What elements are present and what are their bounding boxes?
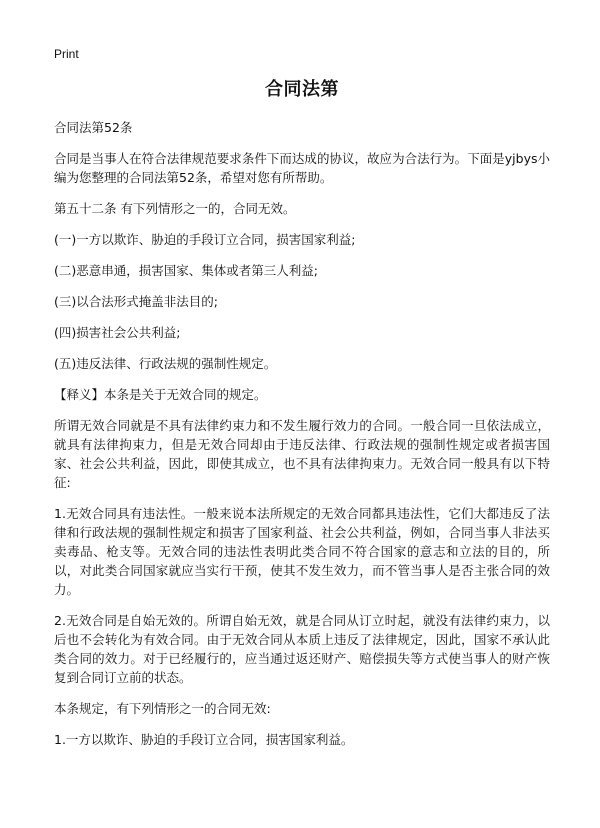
interpretation-heading: 【释义】本条是关于无效合同的规定。 bbox=[54, 387, 267, 402]
provision-intro: 本条规定，有下列情形之一的合同无效: bbox=[54, 701, 271, 716]
page-title: 合同法第 bbox=[265, 79, 339, 100]
print-link[interactable]: Print bbox=[54, 47, 79, 61]
definition-paragraph: 所谓无效合同就是不具有法律约束力和不发生履行效力的合同。一般合同一旦依法成立，就具有法律拘束力，但是无效合同却由于违反法律、行政法规的强制性规定或者损害国家、社会公共利益，因此，即使其成立，也不具有法律拘束力。无效合同一般具有以下特征: bbox=[54, 418, 550, 490]
feature-2-paragraph: 2.无效合同是自始无效的。所谓自始无效，就是合同从订立时起，就没有法律约束力，以后也不会转化为有效合同。由于无效合同从本质上违反了法律规定，因此，国家不承认此类合同的效力。对于已经履行的，应当通过返还财产、赔偿损失等方式使当事人的财产恢复到合同订立前的状态。 bbox=[54, 613, 550, 685]
clause-4: (四)损害社会公共利益; bbox=[54, 325, 181, 340]
clause-5: (五)违反法律、行政法规的强制性规定。 bbox=[54, 356, 277, 371]
intro-paragraph: 合同是当事人在符合法律规范要求条件下而达成的协议，故应为合法行为。下面是yjbys小编为您整理的合同法第52条，希望对您有所帮助。 bbox=[54, 151, 550, 185]
article-subtitle: 合同法第52条 bbox=[54, 120, 133, 135]
article-heading: 第五十二条 有下列情形之一的，合同无效。 bbox=[54, 201, 296, 216]
clause-1: (一)一方以欺诈、胁迫的手段订立合同，损害国家利益; bbox=[54, 232, 356, 247]
clause-2: (二)恶意串通，损害国家、集体或者第三人利益; bbox=[54, 263, 318, 278]
clause-3: (三)以合法形式掩盖非法目的; bbox=[54, 294, 218, 309]
provision-item-1: 1.一方以欺诈、胁迫的手段订立合同，损害国家利益。 bbox=[54, 732, 354, 747]
feature-1-paragraph: 1.无效合同具有违法性。一般来说本法所规定的无效合同都具违法性，它们大都违反了法律和行政法规的强制性规定和损害了国家利益、社会公共利益，例如，合同当事人非法买卖毒品、枪支等。无效合同的违法性表明此类合同不符合国家的意志和立法的目的，所以，对此类合同国家就应当实行干预，使其不发生效力，而不管当事人是否主张合同的效力。 bbox=[54, 506, 550, 597]
